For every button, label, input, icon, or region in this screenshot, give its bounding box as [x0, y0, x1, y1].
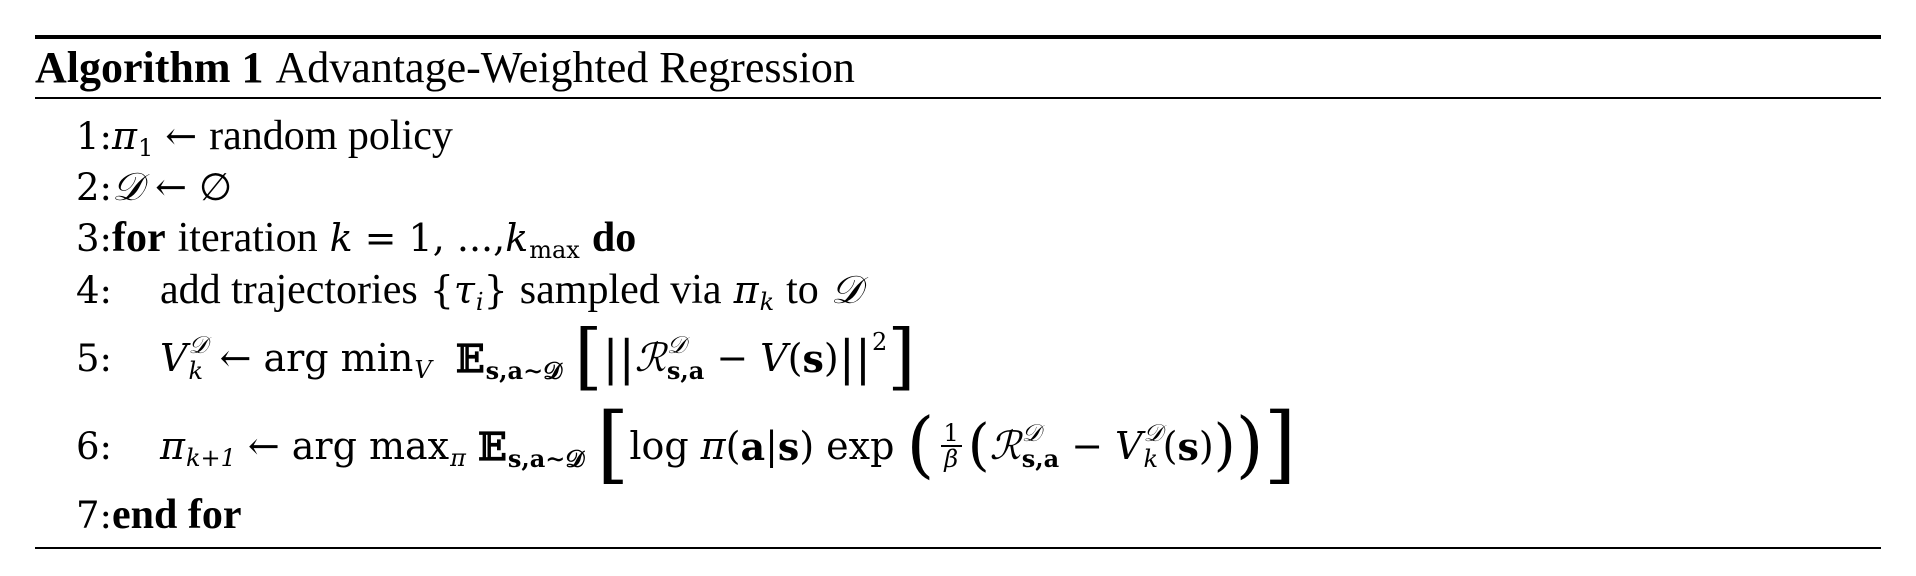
algorithm-title: Advantage-Weighted Regression	[275, 42, 855, 92]
return-symbol: ℛ	[634, 335, 666, 381]
keyword-do: do	[591, 215, 637, 261]
value-function-symbol: V	[1115, 424, 1143, 468]
line-body	[160, 314, 916, 398]
trajectory-symbol: τ	[453, 268, 475, 312]
policy-subscript: k	[759, 288, 775, 316]
line-body	[160, 395, 1297, 493]
trajectory-subscript: i	[475, 288, 484, 316]
bracket-open: [	[574, 314, 603, 398]
brace-open: {	[429, 268, 454, 312]
line-text: iteration	[177, 215, 318, 261]
big-paren-close: )	[1235, 402, 1264, 486]
brace-close: }	[483, 268, 508, 312]
paren-close: )	[1213, 413, 1236, 478]
fraction-numerator: 1	[941, 421, 962, 447]
subscript-k: k	[1143, 445, 1159, 473]
keyword-end-for: end for	[112, 492, 242, 538]
line-text: add trajectories	[160, 267, 418, 313]
line-body	[112, 165, 232, 210]
caption-rule	[35, 97, 1881, 99]
expectation-subscript: s,a∼𝒟	[485, 355, 563, 385]
return-symbol: ℛ	[989, 423, 1021, 469]
paren-open: (	[787, 336, 803, 380]
minus-sign: −	[716, 336, 749, 380]
subscript-state-action: s,a	[666, 356, 705, 385]
policy-symbol: π	[700, 424, 726, 468]
state-symbol: s	[1177, 423, 1199, 469]
line-body	[112, 112, 453, 160]
value-function-symbol: V	[160, 336, 188, 380]
line-number: 3:	[75, 216, 112, 260]
subscript-state-action: s,a	[1021, 444, 1060, 473]
paren-close: )	[823, 336, 839, 380]
expectation-symbol: 𝔼	[455, 335, 485, 381]
iteration-variable: k	[329, 216, 353, 260]
line-text: to	[786, 267, 819, 313]
empty-set-symbol: ∅	[198, 165, 233, 209]
assign-arrow: ←	[165, 114, 198, 158]
keyword-for: for	[112, 215, 166, 261]
max-subscript: max	[529, 236, 580, 264]
fraction-denominator: β	[944, 445, 959, 473]
superscript-dataset: 𝒟	[1021, 419, 1041, 447]
bracket-close: ]	[1263, 395, 1297, 493]
conditional-bar: |	[765, 424, 778, 468]
superscript-dataset: 𝒟	[666, 331, 687, 359]
value-function-scripts	[188, 333, 207, 383]
line-body	[160, 266, 862, 314]
bottom-rule	[35, 547, 1881, 549]
policy-symbol: π	[112, 114, 137, 158]
superscript-dataset: 𝒟	[188, 331, 208, 359]
argmin-subscript: V	[414, 356, 432, 384]
assign-arrow: ←	[155, 165, 187, 209]
policy-subscript: 1	[137, 134, 154, 162]
fraction-one-over-beta	[941, 421, 962, 471]
value-function-symbol: V	[760, 336, 788, 380]
norm-close: ||	[838, 330, 872, 386]
expectation-subscript: s,a∼𝒟	[507, 443, 585, 473]
line-number: 5:	[75, 336, 112, 380]
paren-open: (	[1162, 424, 1178, 468]
dataset-symbol: 𝒟	[830, 267, 862, 313]
iteration-variable-max: k	[505, 216, 529, 260]
algorithm-label: Algorithm 1	[35, 42, 264, 92]
policy-subscript: k+1	[185, 444, 236, 472]
superscript-dataset: 𝒟	[1143, 419, 1163, 447]
top-rule	[35, 35, 1881, 39]
minus-sign: −	[1071, 424, 1104, 468]
value-function-scripts	[1143, 421, 1162, 471]
log-operator: log	[629, 424, 689, 468]
bracket-open: [	[596, 395, 630, 493]
line-text: sampled via	[519, 267, 722, 313]
line-number: 1:	[75, 114, 112, 158]
line-number: 6:	[75, 424, 112, 468]
line-body	[112, 491, 242, 539]
policy-symbol: π	[160, 424, 185, 468]
iteration-range: = 1, ...,	[364, 216, 506, 260]
algorithm-caption	[35, 42, 855, 92]
bracket-close: ]	[887, 314, 916, 398]
paren-close: )	[799, 424, 815, 468]
return-scripts	[667, 333, 704, 383]
state-symbol: s	[777, 423, 800, 469]
action-symbol: a	[740, 423, 766, 469]
argmax-operator: arg max	[291, 424, 450, 468]
line-text: random policy	[209, 113, 453, 159]
dataset-symbol: 𝒟	[112, 164, 144, 210]
subscript-k: k	[188, 357, 203, 385]
paren-open: (	[725, 424, 741, 468]
argmin-operator: arg min	[263, 336, 414, 380]
big-paren-open: (	[906, 402, 935, 486]
expectation-symbol: 𝔼	[477, 423, 507, 469]
norm-open: ||	[602, 330, 635, 386]
exp-operator: exp	[826, 424, 895, 468]
square-exponent: 2	[872, 328, 888, 356]
paren-open: (	[967, 413, 990, 478]
return-scripts	[1022, 421, 1059, 471]
paren-close: )	[1198, 424, 1214, 468]
policy-symbol: π	[733, 268, 759, 312]
line-number: 4:	[75, 268, 112, 312]
line-body	[112, 214, 636, 262]
line-number: 2:	[75, 165, 112, 209]
assign-arrow: ←	[219, 336, 252, 380]
state-symbol: s	[802, 335, 824, 381]
argmax-subscript: π	[450, 444, 466, 472]
line-number: 7:	[75, 493, 112, 537]
assign-arrow: ←	[247, 424, 280, 468]
